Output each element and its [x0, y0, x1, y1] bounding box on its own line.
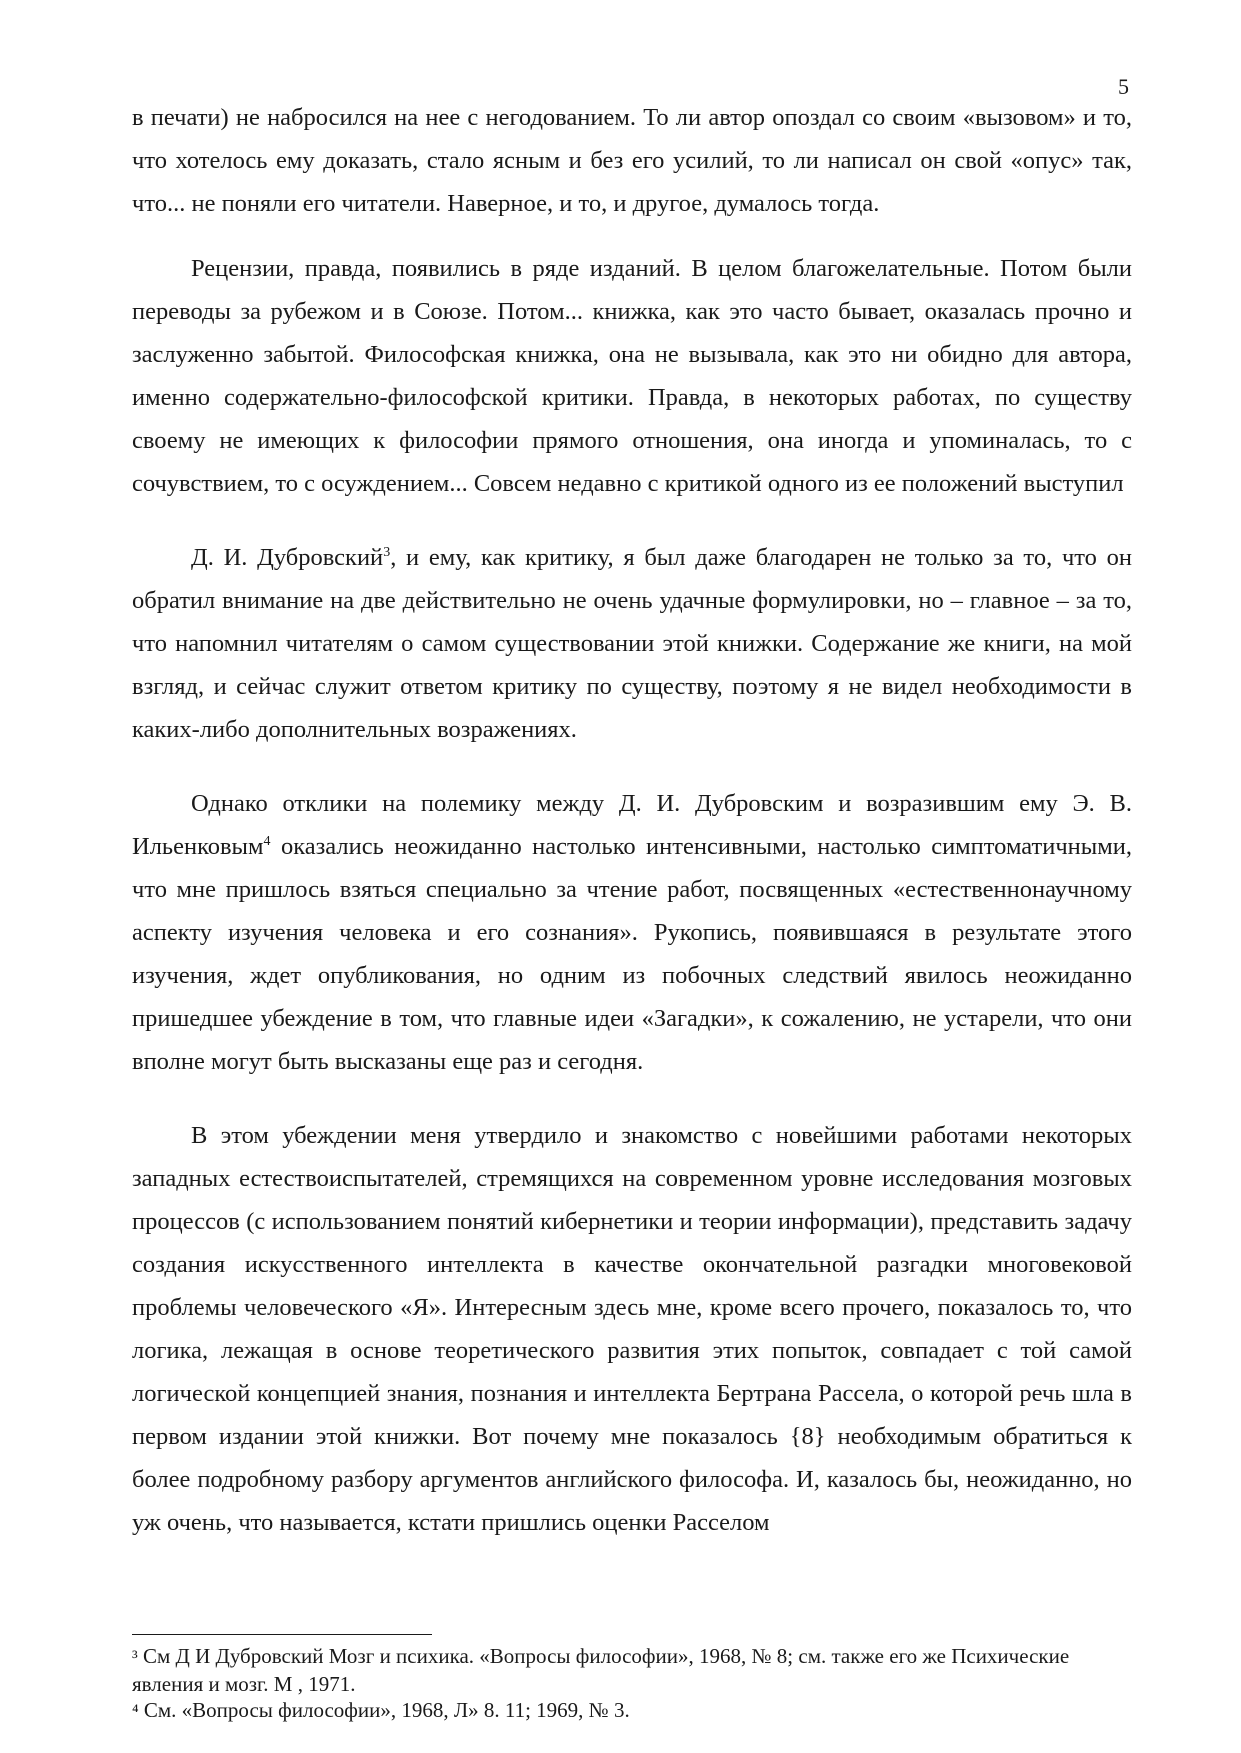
footnote-ref-4[interactable]: 4	[263, 834, 271, 849]
footnote-separator	[132, 1634, 432, 1635]
paragraph-1: в печати) не набросился на нее с негодованием. То ли автор опоздал со своим «вызовом» и то, что хотелось ему доказать, стало ясным и без его усилий, то ли написал он свой «опус» так, что... не поняли его читатели. Наверное, и то, и другое, думалось тогда.	[132, 104, 1132, 217]
footnote-ref-3[interactable]: 3	[383, 545, 391, 560]
footnotes	[132, 1643, 1132, 1725]
paragraph-2: Рецензии, правда, появились в ряде изданий. В целом благожелательные. Потом были переводы за рубежом и в Союзе. Потом... книжка, как это часто бывает, оказалась прочно и заслуженно забытой. Философская книжка, она не вызывала, как это ни обидно для автора, именно содержательно-философской критики. Правда, в некоторых работах, по существу своему не имеющих к философии прямого отношения, она иногда и упоминалась, то с сочувствием, то с осуждением... Совсем недавно с критикой одного из ее положений выступил	[132, 255, 1132, 497]
paragraph-3-start: Д. И. Дубровский	[191, 544, 384, 571]
footnote-4	[132, 1697, 1132, 1725]
paragraph-5: В этом убеждении меня утвердило и знакомство с новейшими работами некоторых западных естествоиспытателей, стремящихся на современном уровне исследования мозговых процессов (с использованием понятий кибернетики и теории информации), представить задачу создания искусственного интеллекта в качестве окончательной разгадки многовековой проблемы человеческого «Я». Интересным здесь мне, кроме всего прочего, показалось то, что логика, лежащая в основе теоретического развития этих попыток, совпадает с той самой логической концепцией знания, познания и интеллекта Бертрана Рассела, о которой речь шла в первом издании этой книжки. Вот почему мне показалось {8} необходимым обратиться к более подробному разбору аргументов английского философа. И, казалось бы, неожиданно, но уж очень, что называется, кстати пришлись оценки Расселом	[132, 1122, 1132, 1536]
paragraph-4-start: Однако отклики на полемику между Д. И. Дубровским и возразившим ему Э. В. Ильенковым	[132, 790, 1132, 860]
body-text	[132, 96, 1132, 1544]
footnote-4-number: ⁴	[132, 1701, 139, 1722]
footnote-4-text: См. «Вопросы философии», 1968, Л» 8. 11; 1969, № 3.	[138, 1698, 630, 1722]
paragraph-4	[132, 782, 1132, 1083]
footnote-3-text: См Д И Дубровский Мозг и психика. «Вопросы философии», 1968, № 8; см. также его же Психические явления и мозг. М , 1971.	[132, 1644, 1070, 1696]
footnote-3	[132, 1643, 1132, 1697]
page-number: 5	[1118, 74, 1129, 99]
paragraph-4-rest: оказались неожиданно настолько интенсивными, настолько симптоматичными, что мне пришлось взяться специально за чтение работ, посвященных «естественнонаучному аспекту изучения человека и его сознания». Рукопись, появившаяся в результате этого изучения, ждет опубликования, но одним из побочных следствий явилось неожиданно пришедшее убеждение в том, что главные идеи «Загадки», к сожалению, не устарели, что они вполне могут быть высказаны еще раз и сегодня.	[132, 833, 1132, 1075]
paragraph-3-rest: , и ему, как критику, я был даже благодарен не только за то, что он обратил внимание на две действительно не очень удачные формулировки, но – главное – за то, что напомнил читателям о самом существовании этой книжки. Содержание же книги, на мой взгляд, и сейчас служит ответом критику по существу, поэтому я не видел необходимости в каких-либо дополнительных возражениях.	[132, 544, 1132, 743]
paragraph-3	[132, 536, 1132, 751]
footnote-3-number: ³	[132, 1647, 138, 1668]
